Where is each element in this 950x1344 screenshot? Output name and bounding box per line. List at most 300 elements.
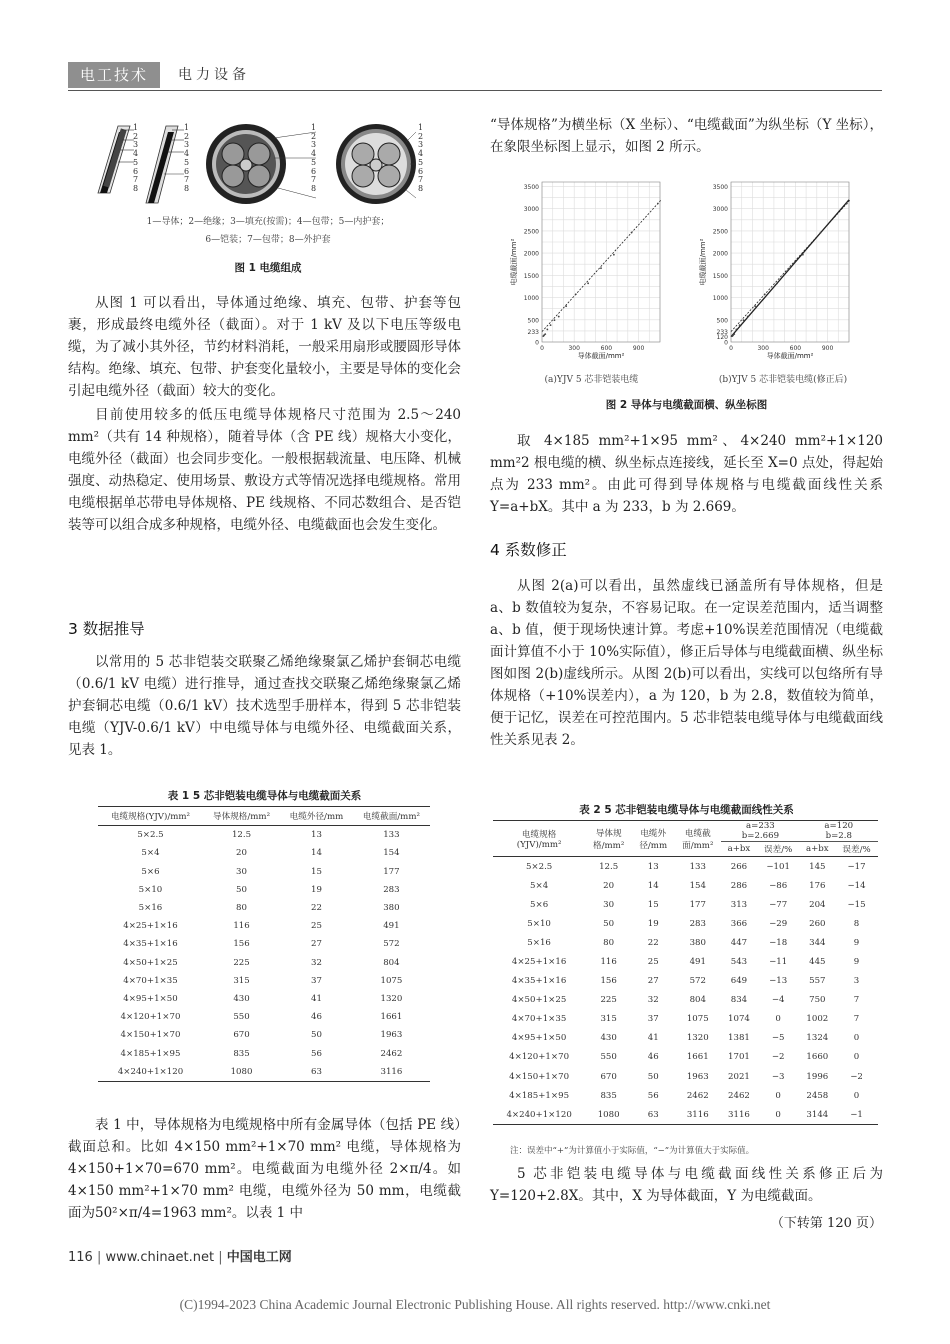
footer-site[interactable]: www.chinaet.net xyxy=(105,1250,215,1265)
table-row xyxy=(493,952,878,971)
table-row xyxy=(493,1105,878,1125)
table-cell: 25 xyxy=(310,921,322,932)
section-heading-3: 3 数据推导 xyxy=(68,620,145,638)
y-tick-label: 2500 xyxy=(523,228,539,236)
table-cell: −2 xyxy=(850,1071,863,1082)
data-point xyxy=(587,282,589,284)
table-cell: 32 xyxy=(647,995,659,1006)
data-point xyxy=(575,293,577,295)
table-cell: 804 xyxy=(383,957,400,968)
table-cell: 15 xyxy=(310,866,322,877)
header-divider xyxy=(68,90,882,91)
paragraph: 以常用的 5 芯非铠装交联聚乙烯绝缘聚氯乙烯护套铜芯电缆（0.6/1 kV 电缆）进行推导，通过查找交联聚乙烯绝缘聚氯乙烯护套铜芯电缆（0.6/1 kV）技术选型手册样本，得到 5 芯非铠装电缆（YJV-0.6/1 kV）中电缆导体与电缆外径、电缆截面关系，见表 1。 xyxy=(68,654,461,758)
table-cell: 4×240+1×120 xyxy=(98,1063,203,1082)
table-cell: 4×95+1×50 xyxy=(511,1033,567,1044)
right-column-middle xyxy=(490,430,883,518)
table-cell: 1661 xyxy=(686,1052,709,1063)
paragraph: 目前使用较多的低压电缆导体规格尺寸范围为 2.5～240 mm²（共有 14 种规格），随着导体（含 PE 线）规格大小变化，电缆外径（截面）也会同步变化。一般根据载流量、电压降、机械强度、动热稳定、使用场景、敷设方式等情况选择电缆规格。常用电缆根据单芯带电导体规格、PE 线规格、不同芯数组合、是否铠装等可以组合成多种规格，电缆外径、电缆截面也会发生变化。 xyxy=(68,407,461,533)
table-cell: 804 xyxy=(689,995,706,1006)
table-cell: 5×2.5 xyxy=(493,857,585,877)
table-cell: 0 xyxy=(775,1090,781,1101)
table-cell: 41 xyxy=(310,993,322,1004)
table-cell: 260 xyxy=(809,918,826,929)
table-row xyxy=(493,991,878,1010)
table-cell: 670 xyxy=(600,1071,617,1082)
x-tick-label: 0 xyxy=(729,345,733,352)
table-row xyxy=(493,857,878,877)
table-cell: 5×10 xyxy=(138,884,163,895)
right-column-top xyxy=(490,114,883,158)
table-cell: 30 xyxy=(603,899,615,910)
section-heading-4: 4 系数修正 xyxy=(490,541,567,559)
table-cell: 80 xyxy=(236,903,247,914)
table2-subheader: a+bx xyxy=(805,844,829,854)
table-cell: −1 xyxy=(835,1105,878,1125)
y-axis-label: 电缆截面/mm² xyxy=(699,238,707,286)
data-point xyxy=(613,254,615,256)
table-cell: 286 xyxy=(730,880,748,891)
data-point xyxy=(846,203,848,205)
y-tick-label: 2000 xyxy=(712,250,728,258)
table-cell: 315 xyxy=(600,1014,617,1025)
table-cell: 1320 xyxy=(686,1033,709,1044)
table-cell: 266 xyxy=(721,857,756,877)
table1-header: 电缆外径/mm xyxy=(280,807,353,826)
table-cell: 0 xyxy=(775,1014,781,1025)
table-cell: 4×35+1×16 xyxy=(123,939,178,950)
table-cell: 116 xyxy=(600,957,617,968)
continued-note: （下转第 120 页） xyxy=(770,1216,882,1231)
table-cell: 4×120+1×70 xyxy=(120,1012,181,1023)
table-cell: 4×25+1×16 xyxy=(123,921,178,932)
footer-brand: 中国电工网 xyxy=(226,1250,292,1265)
figure1-legend-line2: 6—铠装；7—包带；8—外护套 xyxy=(205,235,331,245)
table2-group-a233: a=233 b=2.669 xyxy=(721,821,799,842)
table2-subheader: 误差/% xyxy=(842,845,871,855)
table-cell: 145 xyxy=(800,857,835,877)
table-cell: 491 xyxy=(383,921,400,932)
table-cell: 1661 xyxy=(380,1012,403,1023)
figure2-chart-a xyxy=(504,172,679,391)
table-cell: 1996 xyxy=(806,1071,829,1082)
right-column-lower xyxy=(490,575,883,751)
table-cell: 835 xyxy=(600,1090,617,1101)
y-tick-label: 1500 xyxy=(523,272,539,280)
figure2-chart-b xyxy=(693,172,868,391)
left-column-lower xyxy=(68,1114,461,1224)
table-cell: 156 xyxy=(233,939,250,950)
table-cell: 50 xyxy=(310,1030,322,1041)
table-cell: 4×185+1×95 xyxy=(120,1048,181,1059)
x-tick-label: 600 xyxy=(600,345,613,352)
data-point xyxy=(735,329,737,331)
table2-note: 注：误差中“+”为计算值小于实际值，“−”为计算值大于实际值。 xyxy=(510,1146,755,1156)
table-cell: 12.5 xyxy=(585,857,632,877)
cable-side-view-1 xyxy=(98,126,134,193)
table-cell: 0 xyxy=(853,1052,860,1063)
fig1-numbers-b: 1 2 3 4 5 6 7 8 xyxy=(184,123,190,193)
table-cell: 283 xyxy=(383,884,400,895)
table1-title: 表 1 5 芯非铠装电缆导体与电缆截面关系 xyxy=(167,790,362,802)
table-cell: 315 xyxy=(233,975,250,986)
table-cell: −101 xyxy=(757,857,800,877)
table-row xyxy=(493,1048,878,1067)
table-row xyxy=(493,1010,878,1029)
table-cell: −18 xyxy=(769,937,788,948)
table-cell: −13 xyxy=(769,976,788,987)
table-cell: 1660 xyxy=(806,1052,829,1063)
x-tick-label: 900 xyxy=(821,345,834,352)
data-point xyxy=(554,319,556,321)
journal-section-tag: 电工技术 xyxy=(68,62,160,88)
table-cell: 27 xyxy=(647,976,659,987)
paragraph: 5 芯非铠装电缆导体与电缆截面线性关系修正后为 Y=120+2.8X。其中，X 为导体截面，Y 为电缆截面。 xyxy=(490,1166,883,1204)
table-cell: 1075 xyxy=(380,975,403,986)
table-row xyxy=(98,917,430,935)
data-point xyxy=(820,232,822,234)
y-tick-label: 0 xyxy=(724,339,728,347)
x-axis-label: 导体截面/mm² xyxy=(577,352,625,360)
table-cell: 5×2.5 xyxy=(98,826,203,845)
table-cell: 4×25+1×16 xyxy=(511,957,567,968)
table-row xyxy=(98,1008,430,1026)
cable-cross-section-1 xyxy=(206,124,286,204)
table-cell: 154 xyxy=(383,848,400,859)
table-cell: 550 xyxy=(600,1052,617,1063)
table2-header-od: 电缆外 径/mm xyxy=(632,821,674,857)
table1-header: 导体规格/mm² xyxy=(203,807,280,826)
figure1-legend-line1: 1—导体；2—绝缘；3—填充(按需)；4—包带；5—内护套； xyxy=(146,217,390,227)
data-point xyxy=(558,316,560,318)
table-cell: 1381 xyxy=(728,1033,750,1044)
table-cell: 0 xyxy=(757,1105,800,1125)
data-point xyxy=(565,305,567,307)
table-cell: 447 xyxy=(730,937,748,948)
table-cell: 4×185+1×95 xyxy=(509,1090,570,1101)
table-cell: 27 xyxy=(310,939,322,950)
table-cell: 5×16 xyxy=(138,903,163,914)
table-cell: −5 xyxy=(771,1033,785,1044)
table-cell: 9 xyxy=(853,937,860,948)
table-cell: 1320 xyxy=(380,993,403,1004)
y-tick-label: 500 xyxy=(527,317,539,325)
table-cell: 32 xyxy=(310,957,322,968)
plot-frame xyxy=(731,182,849,342)
table1-header: 电缆规格(YJV)/mm² xyxy=(98,807,203,826)
table-cell: −15 xyxy=(847,899,866,910)
table-cell: 56 xyxy=(310,1048,322,1059)
page-number: 116 xyxy=(68,1250,93,1265)
x-tick-label: 600 xyxy=(789,345,802,352)
table-cell: 430 xyxy=(233,993,250,1004)
table-row xyxy=(98,1063,430,1082)
x-tick-label: 300 xyxy=(568,345,580,352)
table2-header-cond: 导体规 格/mm² xyxy=(585,821,632,857)
table-cell: 4×120+1×70 xyxy=(509,1052,570,1063)
table-cell: 5×16 xyxy=(527,937,551,948)
table-cell: 5×4 xyxy=(530,880,549,891)
data-point xyxy=(657,203,659,205)
table-cell: 1080 xyxy=(203,1063,280,1082)
table-cell: 834 xyxy=(730,995,748,1006)
table-cell: 56 xyxy=(647,1090,659,1101)
table-cell: 80 xyxy=(603,937,615,948)
table-cell: 22 xyxy=(310,903,322,914)
table-row xyxy=(98,954,430,972)
y-tick-label: 1000 xyxy=(712,295,728,303)
y-tick-label: 3000 xyxy=(523,206,539,214)
table-cell: 30 xyxy=(236,866,247,877)
table-cell: 14 xyxy=(647,880,659,891)
table-cell: 133 xyxy=(674,857,721,877)
cable-side-view-2 xyxy=(146,126,184,203)
data-point xyxy=(747,316,749,318)
right-column-bottom xyxy=(490,1163,883,1207)
table-cell: 63 xyxy=(632,1105,674,1125)
plot-frame xyxy=(542,182,660,342)
x-tick-label: 300 xyxy=(757,345,769,352)
table-cell: 2462 xyxy=(686,1090,709,1101)
data-point xyxy=(544,333,546,335)
table-row xyxy=(98,935,430,953)
table-cell: 3116 xyxy=(674,1105,721,1125)
y-tick-label: 3500 xyxy=(523,183,539,191)
table-cell: 7 xyxy=(853,1014,860,1025)
table-cell: 7 xyxy=(853,995,860,1006)
table-cell: 19 xyxy=(647,918,659,929)
table-cell: 5×6 xyxy=(141,866,160,877)
table2-header-area: 电缆截 面/mm² xyxy=(674,821,721,857)
table2-header-spec: 电缆规格 (YJV)/mm² xyxy=(493,821,585,857)
table-cell: 4×50+1×25 xyxy=(123,957,178,968)
table-cell: 5×4 xyxy=(141,848,160,859)
y-tick-label: 1000 xyxy=(523,295,539,303)
table-cell: 1324 xyxy=(806,1033,829,1044)
page-footer: 116 | www.chinaet.net | 中国电工网 xyxy=(68,1250,292,1265)
table-row xyxy=(98,863,430,881)
table-cell: 14 xyxy=(310,848,322,859)
table-cell: 3 xyxy=(853,976,860,987)
table-cell: 19 xyxy=(310,884,322,895)
paragraph: 从图 2(a)可以看出，虽然虚线已涵盖所有导体规格，但是 a、b 数值较为复杂，不容易记取。在一定误差范围内，适当调整 a、b 值，便于现场快速计算。考虑+10%误差范围情况（电缆截面计算值不小于 10%实际值），修正后导体与电缆截面横、纵坐标图如图 2(b)虚线所示。从图 2(b)可以看出，实线可以包络所有导体规格（+10%误差内），a 为 120，b 为 2.8，数值较为简单，便于记忆，误差在可控范围内。5 芯非铠装电缆导体与电缆截面线性关系见表 2。 xyxy=(490,578,883,748)
data-point xyxy=(764,293,766,295)
fig1-numbers-d: 1 2 3 4 5 6 7 8 xyxy=(418,123,424,193)
table-cell: 12.5 xyxy=(203,826,280,845)
table-row xyxy=(98,1026,430,1044)
table2-subheader: 误差/% xyxy=(764,845,793,855)
data-point xyxy=(802,254,804,256)
table-cell: 1074 xyxy=(728,1014,750,1025)
y-tick-label: 2500 xyxy=(712,228,728,236)
table1-header: 电缆截面/mm² xyxy=(353,807,430,826)
fig1-numbers-a: 1 2 3 4 5 6 7 8 xyxy=(133,123,139,193)
table-cell: 20 xyxy=(236,848,247,859)
table-cell: 177 xyxy=(383,866,400,877)
table-cell: 156 xyxy=(600,976,617,987)
table-cell: 750 xyxy=(809,995,826,1006)
table-cell: −29 xyxy=(769,918,788,929)
paragraph: 从图 1 可以看出，导体通过绝缘、填充、包带、护套等包裹，形成最终电缆外径（截面）。对于 1 kV 及以下电压等级电缆，为了减小其外径，节约材料消耗，一般采用扇形或腰圆形导体结构。绝缘、填充、包带、护套变化量较小，主要是导体的变化会引起电缆外径（截面）较大的变化。 xyxy=(68,295,461,399)
data-point xyxy=(546,329,548,331)
table-cell: −17 xyxy=(835,857,878,877)
table-cell: 380 xyxy=(383,903,400,914)
table-cell: 835 xyxy=(233,1048,250,1059)
figure2a-subcaption: (a)YJV 5 芯非铠装电缆 xyxy=(544,375,639,385)
table-cell: 50 xyxy=(603,918,615,929)
table-cell: 3116 xyxy=(721,1105,756,1125)
table-cell: 0 xyxy=(853,1033,860,1044)
table-row xyxy=(493,1029,878,1048)
table-cell: −77 xyxy=(769,899,788,910)
table-cell: 313 xyxy=(730,899,748,910)
table-cell: 8 xyxy=(853,918,860,929)
table-cell: 50 xyxy=(236,884,247,895)
figure1-illustration xyxy=(88,118,458,218)
y-tick-label: 3500 xyxy=(712,183,728,191)
table-row xyxy=(493,914,878,933)
table-cell: 3144 xyxy=(800,1105,835,1125)
table-cell: 4×70+1×35 xyxy=(123,975,178,986)
table-cell: 649 xyxy=(730,976,748,987)
table-cell: 177 xyxy=(689,899,706,910)
data-point xyxy=(776,282,778,284)
table-cell: 2462 xyxy=(728,1090,750,1101)
data-point xyxy=(754,305,756,307)
cable-structure-drawing xyxy=(88,118,458,218)
y-tick-label: 1500 xyxy=(712,272,728,280)
cable-cross-section-2 xyxy=(336,124,416,204)
table-cell: 41 xyxy=(647,1033,659,1044)
table-cell: 445 xyxy=(809,957,826,968)
data-point xyxy=(789,267,791,269)
table-cell: 4×150+1×70 xyxy=(120,1030,181,1041)
left-column-upper xyxy=(68,292,461,536)
table-cell: 1075 xyxy=(686,1014,709,1025)
table-row xyxy=(98,1044,430,1062)
table2-subheader: a+bx xyxy=(727,844,751,854)
table-cell: 25 xyxy=(647,957,659,968)
table-cell: 344 xyxy=(809,937,826,948)
table-cell: 380 xyxy=(689,937,706,948)
table-cell: 225 xyxy=(233,957,250,968)
table-cell: 2021 xyxy=(728,1071,750,1082)
table-cell: 572 xyxy=(689,976,706,987)
table-cell: 3116 xyxy=(353,1063,430,1082)
table-cell: 225 xyxy=(600,995,617,1006)
data-point xyxy=(631,232,633,234)
data-point xyxy=(550,324,552,326)
table-cell: 13 xyxy=(280,826,353,845)
table-cell: 176 xyxy=(809,880,826,891)
table-cell: 50 xyxy=(647,1071,659,1082)
table-cell: 430 xyxy=(600,1033,617,1044)
y-tick-label: 3000 xyxy=(712,206,728,214)
table-row xyxy=(98,990,430,1008)
table2 xyxy=(493,820,878,1125)
table2-title: 表 2 5 芯非铠装电缆导体与电缆截面线性关系 xyxy=(579,804,794,816)
table-cell: 4×70+1×35 xyxy=(511,1014,567,1025)
table-cell: 2458 xyxy=(806,1090,829,1101)
table-cell: 46 xyxy=(310,1012,322,1023)
table-cell: 1701 xyxy=(728,1052,750,1063)
table-cell: −3 xyxy=(771,1071,785,1082)
fig1-numbers-c: 1 2 3 4 5 6 7 8 xyxy=(311,123,317,193)
table1 xyxy=(98,806,430,1082)
table-cell: 37 xyxy=(310,975,322,986)
data-point xyxy=(600,267,602,269)
left-column-middle xyxy=(68,651,461,761)
table-cell: 5×6 xyxy=(530,899,549,910)
table-row xyxy=(493,1067,878,1086)
table-cell: 63 xyxy=(280,1063,353,1082)
table-row xyxy=(98,899,430,917)
table-cell: 557 xyxy=(809,976,826,987)
table-row xyxy=(493,895,878,914)
table-cell: 46 xyxy=(647,1052,659,1063)
table-cell: 1002 xyxy=(806,1014,829,1025)
table-row xyxy=(98,844,430,862)
table-cell: 543 xyxy=(730,957,748,968)
table2-group-a120: a=120 b=2.8 xyxy=(800,821,878,842)
paragraph: 表 1 中，导体规格为电缆规格中所有金属导体（包括 PE 线）截面总和。比如 4×150 mm²+1×70 mm² 电缆，导体规格为 4×150+1×70=670 mm²。电缆截面为电缆外径 2×π/4。如 4×150 mm²+1×70 mm² 电缆，电缆外径为 50 mm，电缆截面为50²×π/4=1963 mm²。以表 1 中 xyxy=(68,1117,461,1221)
y-tick-label: 2000 xyxy=(523,250,539,258)
table-cell: 37 xyxy=(647,1014,659,1025)
table-row xyxy=(98,972,430,990)
table-cell: −2 xyxy=(771,1052,785,1063)
table-cell: 4×240+1×120 xyxy=(493,1105,585,1125)
figure2-caption: 图 2 导体与电缆截面横、纵坐标图 xyxy=(605,399,768,411)
y-tick-label: 0 xyxy=(535,339,539,347)
paragraph: 取 4×185 mm²+1×95 mm²、4×240 mm²+1×120 mm²2 根电缆的横、纵坐标点连接线，延长至 X=0 点处，得起始点为 233 mm²。由此可得到导体规格与电缆截面线性关系 Y=a+bX。其中 a 为 233，b 为 2.669。 xyxy=(490,433,883,515)
table-cell: 9 xyxy=(853,957,860,968)
table-row xyxy=(98,826,430,845)
table-cell: 670 xyxy=(233,1030,250,1041)
table-cell: 0 xyxy=(853,1090,860,1101)
data-point xyxy=(739,324,741,326)
x-tick-label: 900 xyxy=(632,345,645,352)
table-cell: 5×10 xyxy=(527,918,551,929)
table-cell: 22 xyxy=(647,937,659,948)
table-cell: 1963 xyxy=(380,1030,403,1041)
journal-subsection: 电力设备 xyxy=(178,67,250,83)
table-cell: 550 xyxy=(233,1012,250,1023)
table-cell: 572 xyxy=(383,939,400,950)
table-cell: 4×35+1×16 xyxy=(511,976,567,987)
figure1-caption: 图 1 电缆组成 xyxy=(234,262,302,274)
figure2b-subcaption: (b)YJV 5 芯非铠装电缆(修正后) xyxy=(718,375,848,385)
table-cell: 20 xyxy=(603,880,615,891)
data-point xyxy=(743,319,745,321)
table-row xyxy=(493,1086,878,1105)
copyright-line: (C)1994-2023 China Academic Journal Electronic Publishing House. All rights reserved. http://www.cnki.net xyxy=(179,1297,771,1312)
y-extra-tick-label: 233 xyxy=(527,329,539,337)
table-cell: 133 xyxy=(353,826,430,845)
table-cell: 283 xyxy=(689,918,706,929)
table-cell: 204 xyxy=(809,899,826,910)
table-cell: 154 xyxy=(689,880,706,891)
table-cell: 13 xyxy=(632,857,674,877)
data-point xyxy=(733,333,735,335)
table-cell: 366 xyxy=(730,918,748,929)
table-cell: 4×95+1×50 xyxy=(123,993,178,1004)
table-cell: −11 xyxy=(769,957,788,968)
table-cell: 491 xyxy=(689,957,706,968)
table-cell: 116 xyxy=(233,921,250,932)
table-cell: 1080 xyxy=(585,1105,632,1125)
table-cell: 1963 xyxy=(686,1071,709,1082)
table-cell: −4 xyxy=(771,995,785,1006)
y-axis-label: 电缆截面/mm² xyxy=(510,238,518,286)
